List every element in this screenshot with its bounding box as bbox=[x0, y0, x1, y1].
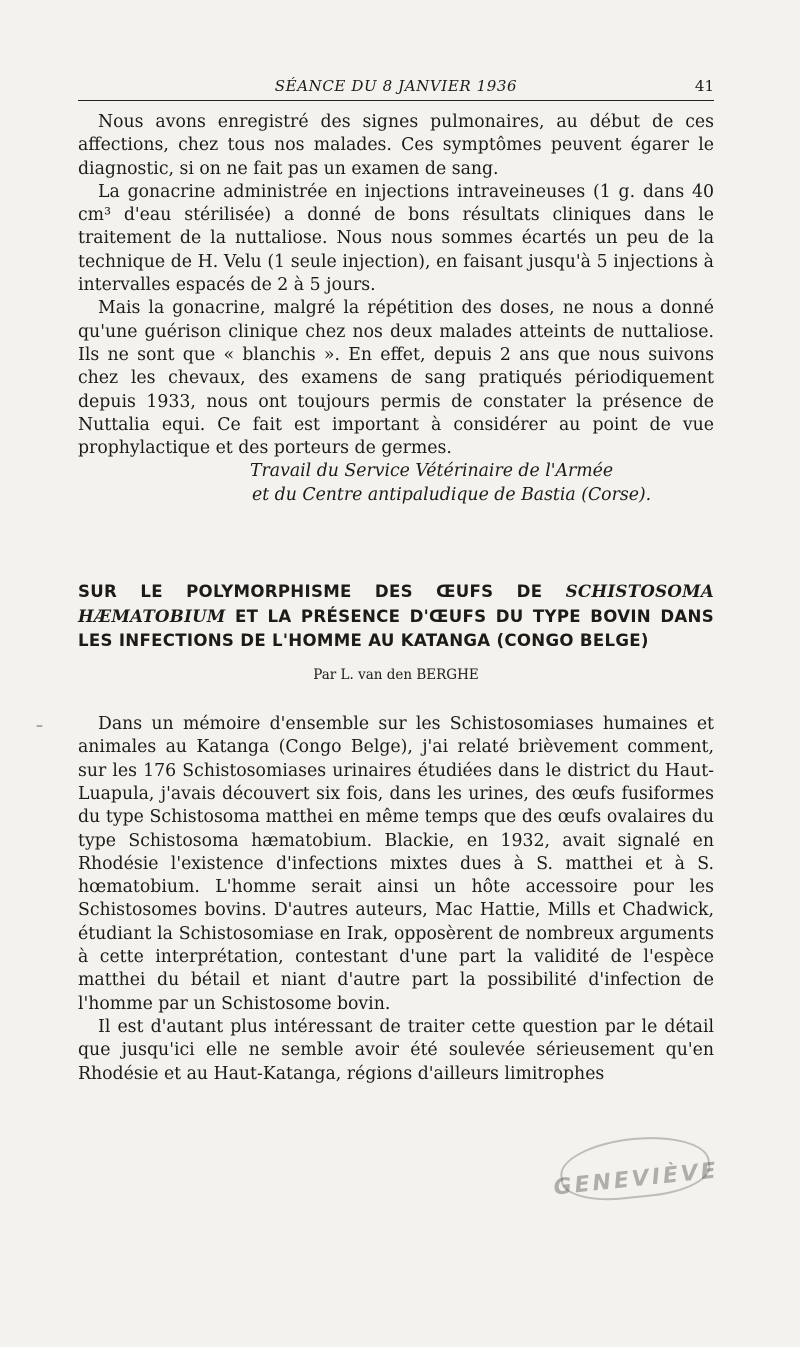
paragraph: Dans un mémoire d'ensemble sur les Schistosomiases humaines et animales au Katanga (Congo Belge), j'ai relaté brièvement comment, sur les 176 Schistosomiases urinaires étudiées dans le district du Haut-Luapula, j'avais découvert six fois, dans les urines, des œufs fusiformes du type Schistosoma matthei en même temps que des œufs ovalaires du type Schistosoma hæmatobium. Blackie, en 1932, avait signalé en Rhodésie l'existence d'infections mixtes dues à S. matthei et à S. hœmatobium. L'homme serait ainsi un hôte accessoire pour les Schistosomes bovins. D'autres auteurs, Mac Hattie, Mills et Chadwick, étudiant la Schistosomiase en Irak, opposèrent de nombreux arguments à cette interprétation, contestant d'une part la validité de l'espèce matthei du bétail et niant d'autre part la possibilité d'infection de l'homme par un Schistosome bovin. bbox=[78, 714, 714, 1014]
signature-line: et du Centre antipaludique de Bastia (Corse). bbox=[252, 484, 652, 505]
signature-line: Travail du Service Vétérinaire de l'Armée bbox=[250, 461, 614, 482]
paragraph: Nous avons enregistré des signes pulmonaires, au début de ces affections, chez tous nos malades. Ces symptômes peuvent égarer le diagnostic, si on ne fait pas un examen de sang. bbox=[78, 112, 714, 179]
title-species: SCHISTOSOMA HÆMATOBIUM bbox=[78, 581, 714, 627]
paragraph: Il est d'autant plus intéressant de traiter cette question par le détail que jusqu'ici elle ne semble avoir été soulevée sérieusement qu'en Rhodésie et au Haut-Katanga, régions d'ailleurs limitrophes bbox=[78, 1016, 714, 1084]
stamp-text: GENEVIÈVE bbox=[552, 1158, 720, 1201]
author-line: Par L. van den BERGHE bbox=[313, 667, 479, 684]
margin-mark: – bbox=[36, 718, 43, 734]
document-page bbox=[78, 72, 714, 1086]
previous-article-text bbox=[78, 111, 714, 507]
paragraph: La gonacrine administrée en injections intraveineuses (1 g. dans 40 cm³ d'eau stérilisée) a donné de bons résultats cliniques dans le traitement de la nuttaliose. Nous nous sommes écartés un peu de la technique de H. Velu (1 seule injection), en faisant jusqu'à 5 injections à intervalles espacés de 2 à 5 jours. bbox=[78, 181, 714, 296]
paragraph: Mais la gonacrine, malgré la répétition des doses, ne nous a donné qu'une guérison clinique chez nos deux malades atteints de nuttaliose. Ils ne sont que « blanchis ». En effet, depuis 2 ans que nous suivons chez les chevaux, des examens de sang pratiqués périodiquement depuis 1933, nous ont toujours permis de constater la présence de Nuttalia equi. Ce fait est important à considérer au point de vue prophylactique et des porteurs de germes. bbox=[78, 298, 714, 459]
running-title: SÉANCE DU 8 JANVIER 1936 bbox=[274, 77, 518, 95]
running-header bbox=[78, 72, 714, 101]
title-text: ET LA PRÉSENCE D'ŒUFS DU TYPE BOVIN DANS LES INFECTIONS DE L'HOMME AU KATANGA (CONGO BELGE) bbox=[78, 607, 714, 651]
article-title bbox=[78, 579, 714, 653]
title-text: SUR LE POLYMORPHISME DES ŒUFS DE bbox=[78, 582, 566, 602]
article-body bbox=[78, 713, 714, 1086]
library-stamp bbox=[552, 1130, 720, 1205]
page-number: 41 bbox=[694, 77, 714, 95]
